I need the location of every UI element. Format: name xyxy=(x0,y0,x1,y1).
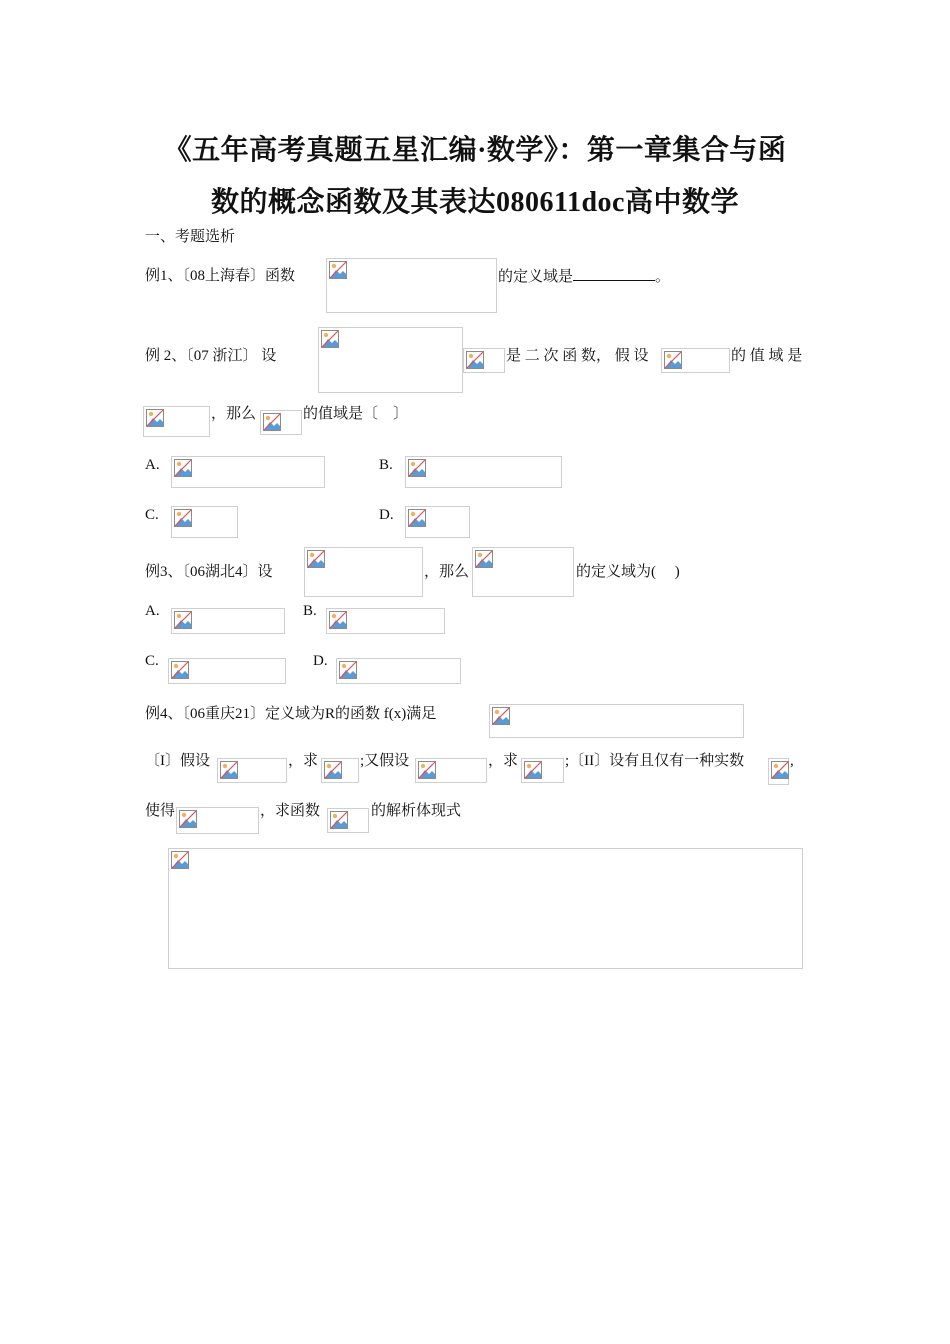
ex2-option-d-label: D. xyxy=(379,507,394,523)
broken-image-icon xyxy=(306,549,326,569)
answer-blank xyxy=(573,266,655,281)
section-heading: 一、考题选析 xyxy=(145,229,236,245)
ex2-line2a: ，那么 xyxy=(211,406,257,422)
ex3-formula-image-2 xyxy=(472,547,574,597)
ex3-option-b-image xyxy=(326,608,445,634)
ex4-formula-image-6 xyxy=(176,807,259,834)
ex3-option-d-label: D. xyxy=(313,653,328,669)
ex4-line2c: ;又假设 xyxy=(360,753,410,769)
ex2-line2b: 的值域是〔 〕 xyxy=(303,406,409,422)
broken-image-icon xyxy=(173,458,193,478)
broken-image-icon xyxy=(407,508,427,528)
ex2-option-b-label: B. xyxy=(379,457,393,473)
ex2-formula-image-3 xyxy=(661,348,730,373)
ex2-formula-image-1 xyxy=(318,327,463,393)
broken-image-icon xyxy=(474,549,494,569)
ex4-prefix: 例4、〔06重庆21〕定义域为R的函数 f(x)满足 xyxy=(145,706,437,722)
broken-image-icon xyxy=(219,760,239,780)
ex1-formula-image xyxy=(326,258,497,313)
ex4-formula-image-2 xyxy=(321,758,359,783)
ex3-mid: ，那么 xyxy=(424,564,470,580)
broken-image-icon xyxy=(145,408,165,428)
ex3-prefix: 例3、〔06湖北4〕设 xyxy=(145,564,273,580)
ex2-formula-image-2 xyxy=(463,348,505,373)
ex4-formula-image-4 xyxy=(521,758,564,783)
ex2-option-a-image xyxy=(171,456,325,488)
broken-image-icon xyxy=(173,610,193,630)
ex3-option-c-image xyxy=(168,658,286,684)
broken-image-icon xyxy=(320,329,340,349)
broken-image-icon xyxy=(491,706,511,726)
broken-image-icon xyxy=(407,458,427,478)
ex2-option-a-label: A. xyxy=(145,457,160,473)
ex3-suffix: 的定义域为( ) xyxy=(576,564,680,580)
broken-image-icon xyxy=(170,660,190,680)
ex2-prefix: 例 2、〔07 浙江〕 设 xyxy=(145,348,277,364)
ex3-option-a-label: A. xyxy=(145,603,160,619)
broken-image-icon xyxy=(417,760,437,780)
ex1-end: 。 xyxy=(655,269,671,285)
ex3-option-b-label: B. xyxy=(303,603,317,619)
ex2-formula-image-5 xyxy=(260,410,302,435)
broken-image-icon xyxy=(178,809,198,829)
ex4-condition-image xyxy=(489,704,744,738)
ex2-option-d-image xyxy=(405,506,470,538)
broken-image-icon xyxy=(173,508,193,528)
broken-image-icon xyxy=(262,412,282,432)
ex2-mid1: 是 二 次 函 数， 假 设 xyxy=(506,348,649,364)
page-title-line-2: 数的概念函数及其表达080611doc高中数学 xyxy=(211,187,739,218)
ex1-prefix: 例1、〔08上海春〕函数 xyxy=(145,268,296,284)
ex1-suffix-text: 的定义域是 xyxy=(498,269,574,285)
ex3-option-c-label: C. xyxy=(145,653,159,669)
broken-image-icon xyxy=(663,350,683,370)
broken-image-icon xyxy=(523,760,543,780)
ex2-option-c-image xyxy=(171,506,238,538)
broken-image-icon xyxy=(328,610,348,630)
broken-image-icon xyxy=(170,850,190,870)
ex4-line2a: 〔I〕假设 xyxy=(145,753,210,769)
ex4-formula-image-1 xyxy=(217,758,287,783)
ex3-option-a-image xyxy=(171,608,285,634)
page-title-line-1: 《五年高考真题五星汇编·数学》：第一章集合与函 xyxy=(163,135,787,166)
ex4-line2d: ，求 xyxy=(488,753,519,769)
broken-image-icon xyxy=(328,260,348,280)
ex4-formula-image-5 xyxy=(768,758,789,785)
broken-image-icon xyxy=(329,810,349,830)
ex4-line2f: , xyxy=(790,753,794,769)
ex4-line2b: ，求 xyxy=(288,753,319,769)
ex4-formula-image-3 xyxy=(415,758,487,783)
broken-image-icon xyxy=(770,760,790,780)
ex4-line3a: 使得 xyxy=(145,803,176,819)
ex1-suffix xyxy=(498,266,670,287)
broken-image-icon xyxy=(323,760,343,780)
ex4-line2e: ;〔II〕设有且仅有一种实数 xyxy=(565,753,745,769)
ex4-line3c: 的解析体现式 xyxy=(371,803,462,819)
broken-image-icon xyxy=(338,660,358,680)
ex2-formula-image-4 xyxy=(143,406,210,437)
ex2-option-b-image xyxy=(405,456,562,488)
ex3-option-d-image xyxy=(336,658,461,684)
ex4-line3b: ，求函数 xyxy=(260,803,321,819)
ex3-formula-image-1 xyxy=(304,547,423,597)
broken-image-icon xyxy=(465,350,485,370)
ex2-option-c-label: C. xyxy=(145,507,159,523)
ex2-mid2: 的 值 域 是 xyxy=(731,348,803,364)
ex4-large-image xyxy=(168,848,803,969)
ex4-formula-image-7 xyxy=(327,808,369,833)
